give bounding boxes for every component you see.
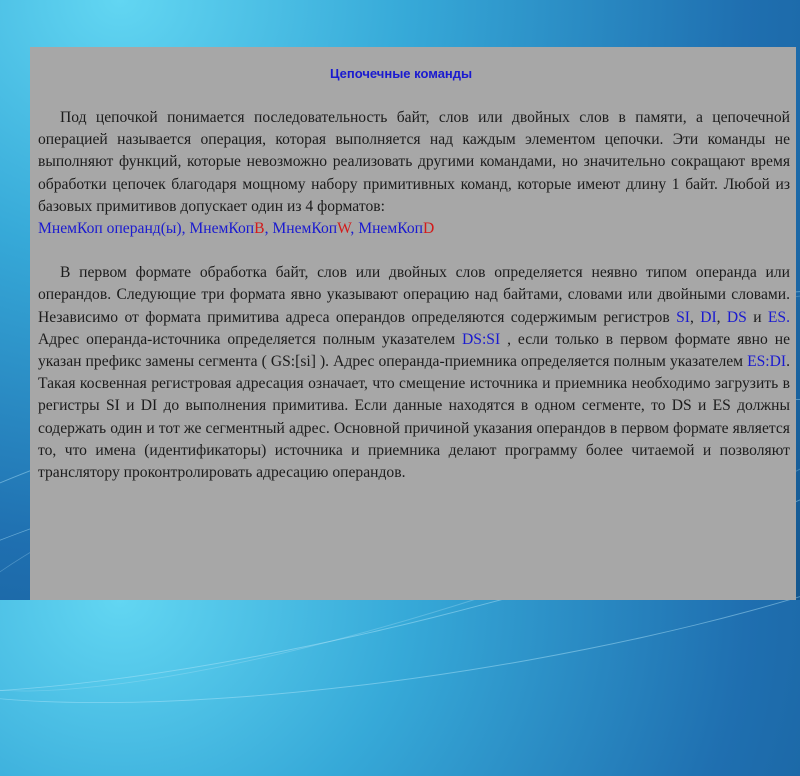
format-list — [38, 218, 790, 240]
register-ds: DS — [726, 308, 747, 326]
text-segment: и — [746, 308, 768, 326]
text-segment: Адрес операнда-источника определяется полным указателем — [38, 330, 463, 348]
format-2-suffix: B — [254, 220, 265, 238]
format-separator: , — [350, 220, 359, 238]
format-3: МнемКоп — [272, 220, 338, 238]
pointer-ds-si: DS:SI — [462, 330, 501, 348]
format-3-suffix: W — [337, 220, 351, 238]
format-separator: , — [264, 220, 273, 238]
slide-content — [38, 63, 790, 484]
format-4-suffix: D — [422, 220, 435, 238]
pointer-es-di: ES:DI — [747, 353, 787, 371]
text-segment: , если только в первом формате явно не указан префикс замены сегмента ( GS:[si] ). Адрес операнда-приемника определяется полным указателем — [38, 330, 790, 371]
register-es: ES. — [767, 308, 790, 326]
text-segment: , — [689, 308, 701, 326]
paragraph-main — [38, 262, 790, 484]
text-segment: В первом формате обработка байт, слов или двойных слов определяется неявно типом операнда или операндов. Следующие три формата явно указывают операцию над байтами, словами или двойными словами. Независимо от формата примитива адреса операндов определяются содержимым регистров — [38, 264, 790, 326]
format-2: МнемКоп — [189, 220, 255, 238]
format-4: МнемКоп — [358, 220, 423, 238]
text-segment: . Такая косвенная регистровая адресация означает, что смещение источника и приемника необходимо загрузить в регистры SI и DI до выполнения примитива. Если данные находятся в одном сегменте, то DS и ES должны содержать один и тот же сегментный адрес. Основной причиной указания операндов в первом формате является то, что имена (идентификаторы) источника и приемника делают программу более читаемой и позволяют транслятору проконтролировать адресацию операндов. — [38, 353, 790, 482]
slide-title: Цепочечные команды — [330, 66, 473, 81]
format-1: МнемКоп операнд(ы), — [38, 220, 190, 238]
register-si: SI — [676, 308, 690, 326]
register-di: DI — [700, 308, 717, 326]
text-segment: , — [716, 308, 727, 326]
paragraph-intro: Под цепочкой понимается последовательность байт, слов или двойных слов в памяти, а цепочечной операцией называется операция, которая выполняется над каждым элементом цепочки. Эти команды не выполняют функций, которые невозможно реализовать другими командами, но значительно сокращают время обработки цепочек благодаря мощному набору примитивных команд, которые имеют длину 1 байт. Любой из базовых примитивов допускает один из 4 форматов: — [38, 109, 790, 215]
